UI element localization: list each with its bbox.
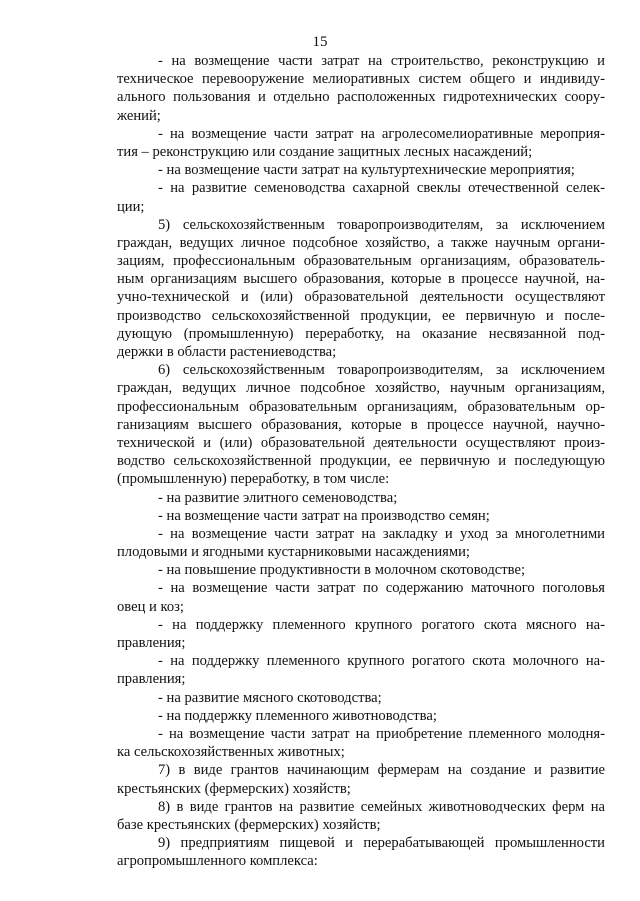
text-line: 9) предприятиям пищевой и перерабатывающей промышленности xyxy=(158,835,605,852)
text-line: ка сельскохозяйственных животных; xyxy=(117,744,345,761)
text-line: техническое перевооружение мелиоративных систем общего и индивиду- xyxy=(117,71,605,88)
text-line: 6) сельскохозяйственным товаропроизводителям, за исключением xyxy=(158,362,605,379)
text-line: дующую (промышленную) переработку, на оказание несвязанной под- xyxy=(117,325,605,342)
text-line: - на развитие семеноводства сахарной свеклы отечественной селек- xyxy=(158,180,605,197)
text-line: базе крестьянских (фермерских) хозяйств; xyxy=(117,816,381,833)
text-line: правления; xyxy=(117,671,186,688)
text-line: ального пользования и отдельно расположенных гидротехнических соору- xyxy=(117,89,605,106)
text-line: - на возмещение части затрат на производство семян; xyxy=(158,507,490,524)
text-line: водство сельскохозяйственной продукции, ее первичную и последующую xyxy=(117,453,605,470)
text-line: граждан, ведущих личное подсобное хозяйство, научным организациям, xyxy=(117,380,605,397)
text-line: - на развитие мясного скотоводства; xyxy=(158,689,382,706)
text-line: овец и коз; xyxy=(117,598,184,615)
text-line: - на поддержку племенного крупного рогатого скота молочного на- xyxy=(158,653,605,670)
text-line: ции; xyxy=(117,198,145,215)
text-line: - на возмещение части затрат на закладку и уход за многолетними xyxy=(158,525,605,542)
text-line: агропромышленного комплекса: xyxy=(117,853,318,870)
text-line: - на развитие элитного семеноводства; xyxy=(158,489,398,506)
text-line: учно-технической и (или) образовательной деятельности осуществляют xyxy=(117,289,605,306)
text-line: - на возмещение части затрат на строительство, реконструкцию и xyxy=(158,53,605,69)
text-line: технической и (или) образовательной деятельности осуществляют произ- xyxy=(117,434,605,451)
text-line: ным организациям высшего образования, которые в процессе научной, на- xyxy=(117,271,605,288)
page-number: 15 xyxy=(312,34,328,50)
text-line: - на поддержку племенного крупного рогатого скота мясного на- xyxy=(158,616,605,633)
text-line: - на возмещение части затрат по содержанию маточного поголовья xyxy=(158,580,605,597)
text-line: - на возмещение части затрат на приобретение племенного молодня- xyxy=(158,725,605,742)
text-line: (промышленную) переработку, в том числе: xyxy=(117,471,390,488)
text-line: правления; xyxy=(117,635,186,651)
text-line: производство сельскохозяйственной продукции, ее первичную и после- xyxy=(117,307,605,324)
text-line: жений; xyxy=(117,107,161,124)
text-line: ганизациям высшего образования, которые в процессе научной, научно- xyxy=(117,416,605,433)
document-body xyxy=(117,52,605,870)
text-line: плодовыми и ягодными кустарниковыми насаждениями; xyxy=(117,544,470,561)
text-line: - на возмещение части затрат на культуртехнические мероприятия; xyxy=(158,162,575,179)
text-line: 7) в виде грантов начинающим фермерам на создание и развитие xyxy=(158,762,605,779)
text-line: - на возмещение части затрат на агролесомелиоративные мероприя- xyxy=(158,125,605,142)
text-line: 8) в виде грантов на развитие семейных животноводческих ферм на xyxy=(158,798,605,815)
text-line: граждан, ведущих личное подсобное хозяйство, а также научным органи- xyxy=(117,234,605,251)
text-line: профессиональным образовательным организациям, образовательным ор- xyxy=(117,398,605,415)
text-line: зациям, профессиональным образовательным организациям, образователь- xyxy=(117,253,605,270)
text-line: - на поддержку племенного животноводства; xyxy=(158,707,437,724)
text-line: держки в области растениеводства; xyxy=(117,344,337,360)
text-line: крестьянских (фермерских) хозяйств; xyxy=(117,780,351,797)
text-line: 5) сельскохозяйственным товаропроизводителям, за исключением xyxy=(158,216,605,233)
text-line: - на повышение продуктивности в молочном скотоводстве; xyxy=(158,562,526,579)
text-line: тия – реконструкцию или создание защитных лесных насаждений; xyxy=(117,143,533,160)
